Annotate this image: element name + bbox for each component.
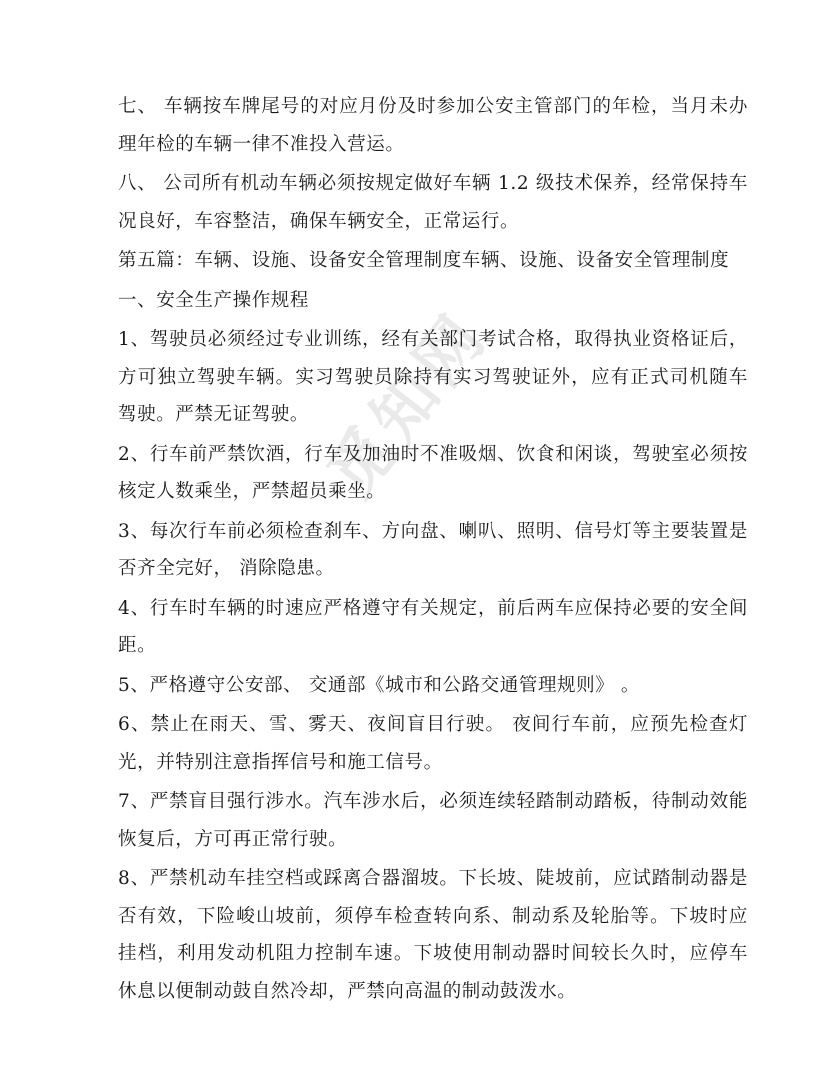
paragraph-vehicle-maintenance: 八、 公司所有机动车辆必须按规定做好车辆 1.2 级技术保养，经常保持车况良好，车容整洁，确保车辆安全，正常运行。 [118, 173, 748, 232]
subsection-heading-safety-procedures: 一、安全生产操作规程 [118, 289, 310, 311]
rule-item-7: 7、严禁盲目强行涉水。汽车涉水后，必须连续轻踏制动踏板，待制动效能恢复后，方可再正常行驶。 [118, 791, 748, 850]
rule-item-3: 3、每次行车前必须检查刹车、方向盘、喇叭、照明、信号灯等主要装置是否齐全完好， 消除隐患。 [118, 520, 748, 579]
paragraph-vehicle-annual-inspection: 七、 车辆按车牌尾号的对应月份及时参加公安主管部门的年检，当月未办理年检的车辆一律不准投入营运。 [118, 96, 748, 155]
rule-item-4: 4、行车时车辆的时速应严格遵守有关规定，前后两车应保持必要的安全间距。 [118, 597, 748, 656]
rule-item-6: 6、禁止在雨天、雪、雾天、夜间盲目行驶。 夜间行车前，应预先检查灯光，并特别注意指挥信号和施工信号。 [118, 714, 748, 773]
rule-item-2: 2、行车前严禁饮酒，行车及加油时不准吸烟、饮食和闲谈，驾驶室必须按核定人数乘坐，严禁超员乘坐。 [118, 443, 748, 502]
document-body [118, 88, 748, 1010]
watermark: 觅知网 [314, 299, 503, 511]
rule-item-5: 5、严格遵守公安部、 交通部《城市和公路交通管理规则》 。 [118, 674, 640, 696]
section-heading-fifth-chapter: 第五篇：车辆、设施、设备安全管理制度车辆、设施、设备安全管理制度 [118, 250, 730, 271]
rule-item-8: 8、严禁机动车挂空档或踩离合器溜坡。下长坡、陡坡前，应试踏制动器是否有效，下险峻山坡前，须停车检查转向系、制动系及轮胎等。下坡时应挂档，利用发动机阻力控制车速。下坡使用制动器时间较长久时，应停车休息以便制动鼓自然冷却，严禁向高温的制动鼓泼水。 [118, 868, 748, 1002]
rule-item-1: 1、驾驶员必须经过专业训练，经有关部门考试合格，取得执业资格证后，方可独立驾驶车辆。实习驾驶员除持有实习驾驶证外，应有正式司机随车驾驶。严禁无证驾驶。 [118, 329, 748, 425]
